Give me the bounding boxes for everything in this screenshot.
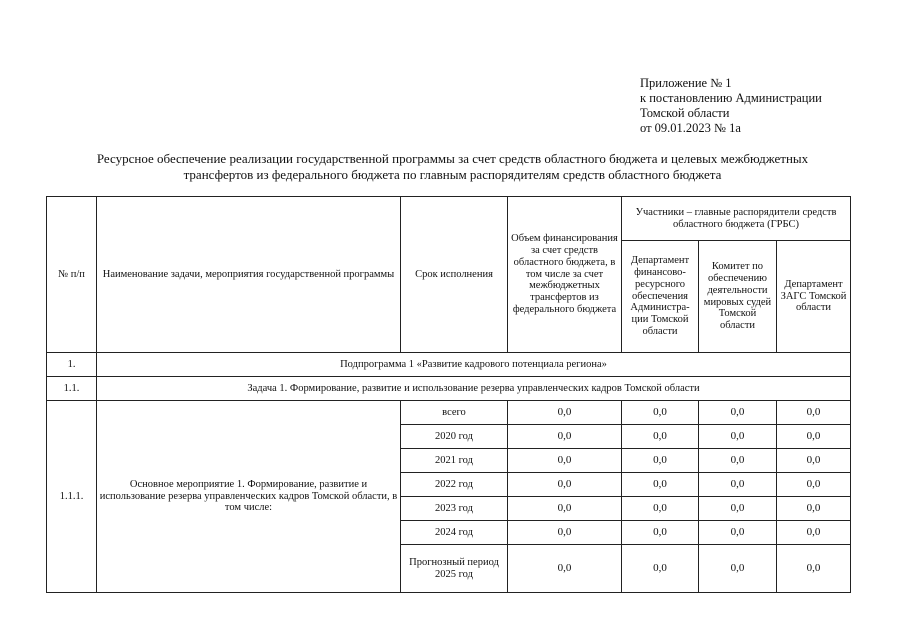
committee-cell: 0,0	[699, 521, 777, 545]
term-cell: 2022 год	[401, 473, 508, 497]
document-title	[30, 151, 875, 183]
finance-cell: 0,0	[622, 473, 699, 497]
term-cell: всего	[401, 401, 508, 425]
section-row	[47, 353, 851, 377]
section-num: 1.	[47, 353, 97, 377]
section-text: Подпрограмма 1 «Развитие кадрового потенциала региона»	[97, 353, 851, 377]
header-num: № п/п	[47, 197, 97, 353]
header-committee: Комитет по обеспечению деятельности мировых судей Томской области	[699, 241, 777, 353]
zags-cell: 0,0	[777, 401, 851, 425]
header-name: Наименование задачи, мероприятия государственной программы	[97, 197, 401, 353]
finance-cell: 0,0	[622, 401, 699, 425]
zags-cell: 0,0	[777, 545, 851, 593]
title-line-1: Ресурсное обеспечение реализации государственной программы за счет средств областного бюджета и целевых межбюджетных	[96, 151, 809, 166]
committee-cell: 0,0	[699, 497, 777, 521]
committee-cell: 0,0	[699, 401, 777, 425]
term-cell: Прогнозный период 2025 год	[401, 545, 508, 593]
finance-cell: 0,0	[622, 545, 699, 593]
header-volume: Объем финансирования за счет средств областного бюджета, в том числе за счет межбюджетных трансфертов из федерального бюджета	[508, 197, 622, 353]
header-term: Срок исполнения	[401, 197, 508, 353]
finance-cell: 0,0	[622, 497, 699, 521]
volume-cell: 0,0	[508, 473, 622, 497]
committee-cell: 0,0	[699, 449, 777, 473]
committee-cell: 0,0	[699, 545, 777, 593]
appendix-line-3: Томской области	[640, 106, 730, 120]
appendix-line-2: к постановлению Администрации	[640, 91, 822, 105]
resource-table	[46, 196, 851, 593]
term-cell: 2023 год	[401, 497, 508, 521]
section-text: Задача 1. Формирование, развитие и использование резерва управленческих кадров Томской области	[97, 377, 851, 401]
zags-cell: 0,0	[777, 449, 851, 473]
term-cell: 2021 год	[401, 449, 508, 473]
volume-cell: 0,0	[508, 521, 622, 545]
zags-cell: 0,0	[777, 473, 851, 497]
finance-cell: 0,0	[622, 449, 699, 473]
activity-name: Основное мероприятие 1. Формирование, развитие и использование резерва управленческих кадров Томской области, в том числе:	[97, 401, 401, 593]
volume-cell: 0,0	[508, 425, 622, 449]
header-dept-zags: Департамент ЗАГС Томской области	[777, 241, 851, 353]
header-row-1	[47, 197, 851, 241]
volume-cell: 0,0	[508, 545, 622, 593]
appendix-line-1: Приложение № 1	[640, 76, 732, 90]
header-participants: Участники – главные распорядители средств областного бюджета (ГРБС)	[622, 197, 851, 241]
section-num: 1.1.	[47, 377, 97, 401]
section-row	[47, 377, 851, 401]
appendix-line-4: от 09.01.2023 № 1а	[640, 121, 741, 135]
table-row	[47, 401, 851, 425]
volume-cell: 0,0	[508, 401, 622, 425]
header-dept-finance: Департамент финансово-ресурсного обеспечения Администра-ции Томской области	[622, 241, 699, 353]
finance-cell: 0,0	[622, 425, 699, 449]
appendix-block	[640, 76, 890, 136]
finance-cell: 0,0	[622, 521, 699, 545]
committee-cell: 0,0	[699, 425, 777, 449]
zags-cell: 0,0	[777, 497, 851, 521]
title-line-2: трансфертов из федерального бюджета по главным распорядителям средств областного бюджета	[183, 167, 722, 182]
zags-cell: 0,0	[777, 425, 851, 449]
term-cell: 2020 год	[401, 425, 508, 449]
volume-cell: 0,0	[508, 449, 622, 473]
activity-num: 1.1.1.	[47, 401, 97, 593]
zags-cell: 0,0	[777, 521, 851, 545]
volume-cell: 0,0	[508, 497, 622, 521]
term-cell: 2024 год	[401, 521, 508, 545]
committee-cell: 0,0	[699, 473, 777, 497]
